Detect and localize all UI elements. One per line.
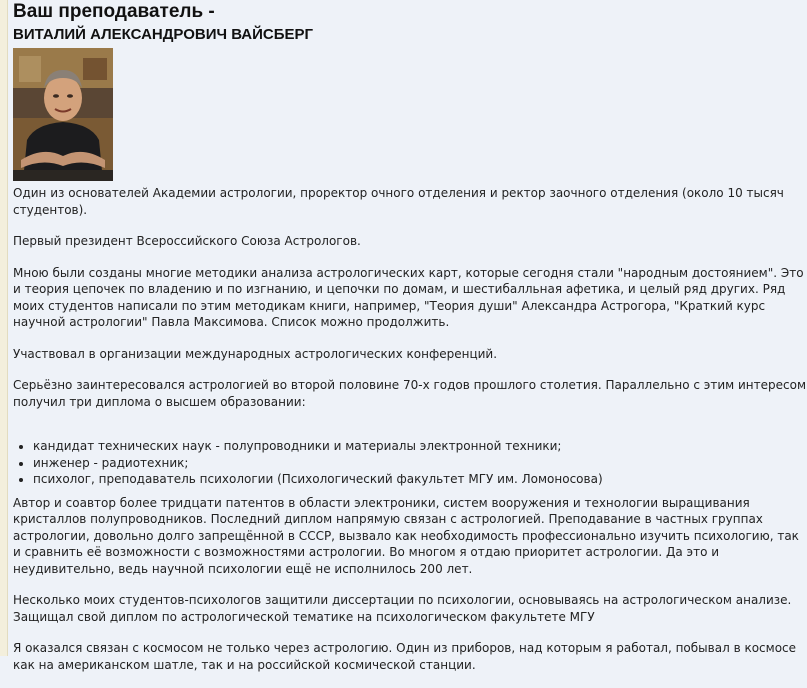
paragraph-patents: Автор и соавтор более тридцати патентов в области электроники, систем вооружения и технологии выращивания кристаллов полупроводников. Последний диплом напрямую связан с астрологией. Преподавание в частных группах астрологии, довольно долго запрещённой в СССР, вызвало как необходимость профессионально изучить психологию, так и сравнить её возможности с возможностями астрологии. Во многом я отдаю приоритет астрологии. Да это и неудивительно, ведь научной психологии ещё не исполнилось 200 лет. [13, 495, 799, 576]
paragraph-space: Я оказался связан с космосом не только через астрологию. Один из приборов, над которым я работал, побывал в космосе как на американском шатле, так и на российской космической станции. [13, 641, 797, 672]
diploma-list [13, 438, 807, 488]
page-title: Ваш преподаватель - [13, 1, 215, 22]
paragraph-interest: Серьёзно заинтересовался астрологией во второй половине 70-х годов прошлого столетия. Параллельно с этим интересом получил три диплома о высшем образовании: [13, 378, 807, 409]
left-border-stripe [0, 0, 8, 656]
paragraph-students: Несколько моих студентов-психологов защитили диссертации по психологии, основываясь на астрологическом анализе. Защищал свой диплом по астрологической тематике на психологическом факультете МГУ [13, 593, 792, 624]
paragraph-conferences: Участвовал в организации международных астрологических конференций. [13, 346, 498, 361]
teacher-photo [13, 48, 113, 181]
list-item: • психолог, преподаватель психологии (Психологический факультет МГУ им. Ломоносова) [33, 471, 807, 488]
paragraph-methods: Мною были созданы многие методики анализа астрологических карт, которые сегодня стали "народным достоянием". Это и теория цепочек по владению и по изгнанию, и цепочки по домам, и шестибалльная афетика, и целый ряд других. Ряд моих студентов написали по этим методикам книги, например, "Теория души" Александра Астрогора, "Краткий курс научной астрологии" Павла Максимова. Список можно продолжить. [13, 265, 804, 329]
list-item: • инженер - радиотехник; [33, 455, 807, 472]
paragraph-founder: Один из основателей Академии астрологии, проректор очного отделения и ректор заочного отделения (около 10 тысяч студентов). [13, 186, 784, 217]
teacher-portrait-icon [13, 48, 113, 181]
paragraph-president: Первый президент Всероссийского Союза Астрологов. [13, 234, 361, 248]
list-item: • кандидат технических наук - полупроводники и материалы электронной техники; [33, 438, 807, 455]
article [13, 0, 807, 688]
teacher-name: ВИТАЛИЙ АЛЕКСАНДРОВИЧ ВАЙСБЕРГ [13, 26, 314, 43]
